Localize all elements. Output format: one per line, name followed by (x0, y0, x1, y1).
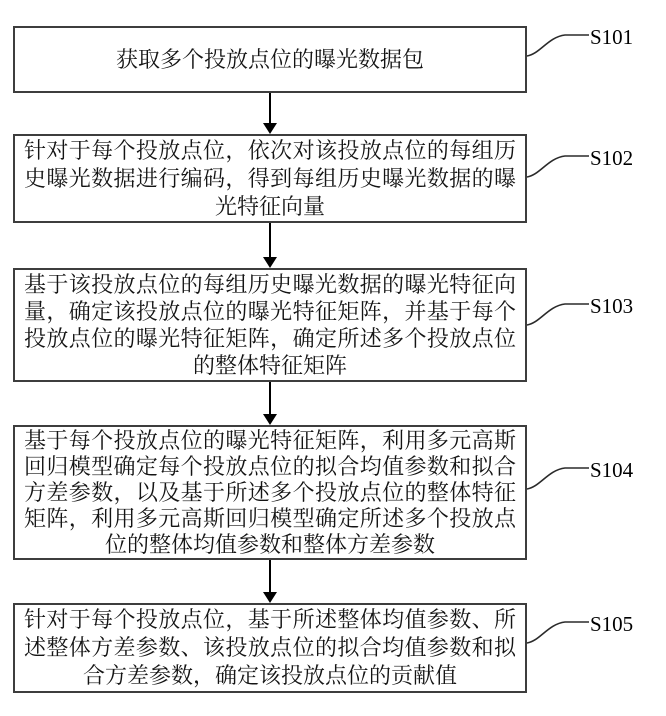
step-box-s103 (13, 268, 527, 382)
step-label-s103: S103 (590, 294, 634, 318)
down-arrow-icon (262, 560, 278, 603)
step-label-s101: S101 (590, 25, 634, 49)
step-box-s104 (13, 425, 527, 560)
leader-line-s101 (527, 33, 589, 57)
down-arrow-icon (262, 382, 278, 425)
step-text-s104: 基于每个投放点位的曝光特征矩阵，利用多元高斯回归模型确定每个投放点位的拟合均值参数和拟合方差参数，以及基于所述多个投放点位的整体特征矩阵，利用多元高斯回归模型确定所述多个投放点位的整体均值参数和整体方差参数 (24, 427, 516, 557)
down-arrow-icon (262, 93, 278, 134)
arrow-shaft (269, 382, 271, 415)
step-box-s102 (13, 134, 527, 223)
leader-line-s102 (527, 154, 589, 178)
leader-line-s103 (527, 302, 589, 326)
step-label-s105: S105 (590, 612, 634, 636)
arrow-shaft (269, 93, 271, 124)
arrow-head (263, 414, 277, 425)
arrow-shaft (269, 560, 271, 593)
arrow-head (263, 123, 277, 134)
leader-line-s105 (527, 620, 589, 644)
down-arrow-icon (262, 223, 278, 268)
step-label-s102: S102 (590, 146, 634, 170)
step-box-s105 (13, 603, 527, 693)
arrow-shaft (269, 223, 271, 258)
arrow-head (263, 257, 277, 268)
step-box-s101 (13, 26, 527, 93)
leader-line-s104 (527, 466, 589, 490)
arrow-head (263, 592, 277, 603)
step-text-s101: 获取多个投放点位的曝光数据包 (115, 46, 424, 72)
step-label-s104: S104 (590, 458, 634, 482)
step-text-s102: 针对于每个投放点位，依次对该投放点位的每组历史曝光数据进行编码，得到每组历史曝光数据的曝光特征向量 (24, 137, 516, 219)
step-text-s103: 基于该投放点位的每组历史曝光数据的曝光特征向量，确定该投放点位的曝光特征矩阵，并基于每个投放点位的曝光特征矩阵，确定所述多个投放点位的整体特征矩阵 (24, 272, 516, 378)
step-text-s105: 针对于每个投放点位，基于所述整体均值参数、所述整体方差参数、该投放点位的拟合均值参数和拟合方差参数，确定该投放点位的贡献值 (24, 607, 516, 688)
